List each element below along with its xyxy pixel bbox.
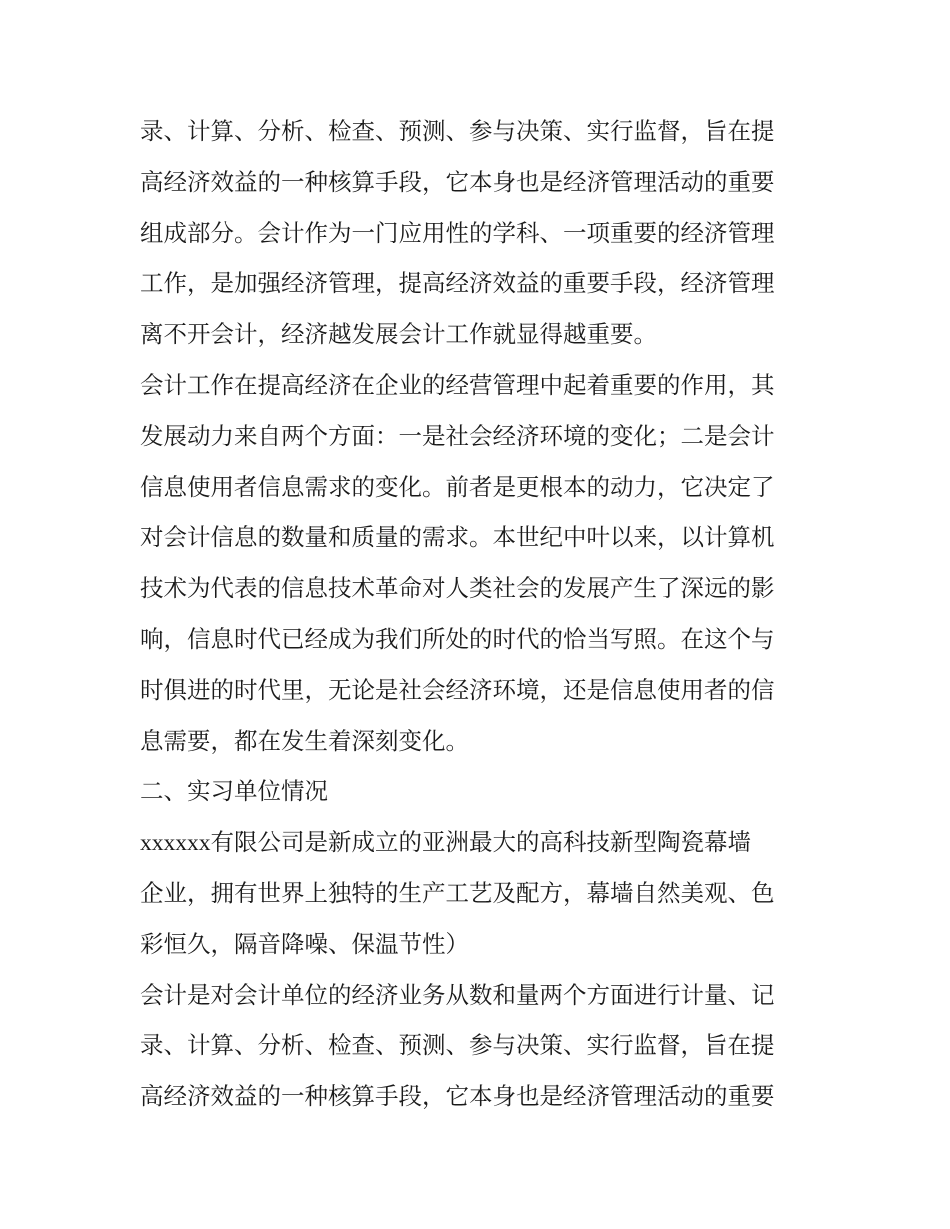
text-line-company-rest: 有限公司是新成立的亚洲最大的高科技新型陶瓷幕墙 [210,828,751,857]
text-line: 高经济效益的一种核算手段，它本身也是经济管理活动的重要 [140,1082,775,1111]
text-line: 高经济效益的一种核算手段，它本身也是经济管理活动的重要 [140,167,775,196]
text-line: 彩恒久，隔音降噪、保温节性） [140,929,469,958]
text-line: 响，信息时代已经成为我们所处的时代的恰当写照。在这个与 [140,624,775,653]
text-line: 息需要，都在发生着深刻变化。 [140,726,469,755]
text-line: 技术为代表的信息技术革命对人类社会的发展产生了深远的影 [140,574,775,603]
text-line: 发展动力来自两个方面：一是社会经济环境的变化；二是会计 [140,421,775,450]
text-line: 离不开会计，经济越发展会计工作就显得越重要。 [140,320,657,349]
document-body [140,106,820,1122]
section-heading: 二、实习单位情况 [140,777,328,806]
text-line: 企业，拥有世界上独特的生产工艺及配方，幕墙自然美观、色 [140,878,775,907]
text-line: 对会计信息的数量和质量的需求。本世纪中叶以来，以计算机 [140,523,775,552]
text-line: 会计工作在提高经济在企业的经营管理中起着重要的作用，其 [140,370,775,399]
text-line: 录、计算、分析、检查、预测、参与决策、实行监督，旨在提 [140,1031,775,1060]
text-line: 录、计算、分析、检查、预测、参与决策、实行监督，旨在提 [140,117,775,145]
text-line: 组成部分。会计作为一门应用性的学科、一项重要的经济管理 [140,218,775,247]
text-line: 时俱进的时代里，无论是社会经济环境，还是信息使用者的信 [140,675,775,704]
text-line: 工作，是加强经济管理，提高经济效益的重要手段，经济管理 [140,269,775,298]
company-name-placeholder: xxxxxx [140,830,211,857]
text-line: 信息使用者信息需求的变化。前者是更根本的动力，它决定了 [140,472,775,501]
text-line-company [140,817,820,868]
text-line: 会计是对会计单位的经济业务从数和量两个方面进行计量、记 [140,980,775,1009]
